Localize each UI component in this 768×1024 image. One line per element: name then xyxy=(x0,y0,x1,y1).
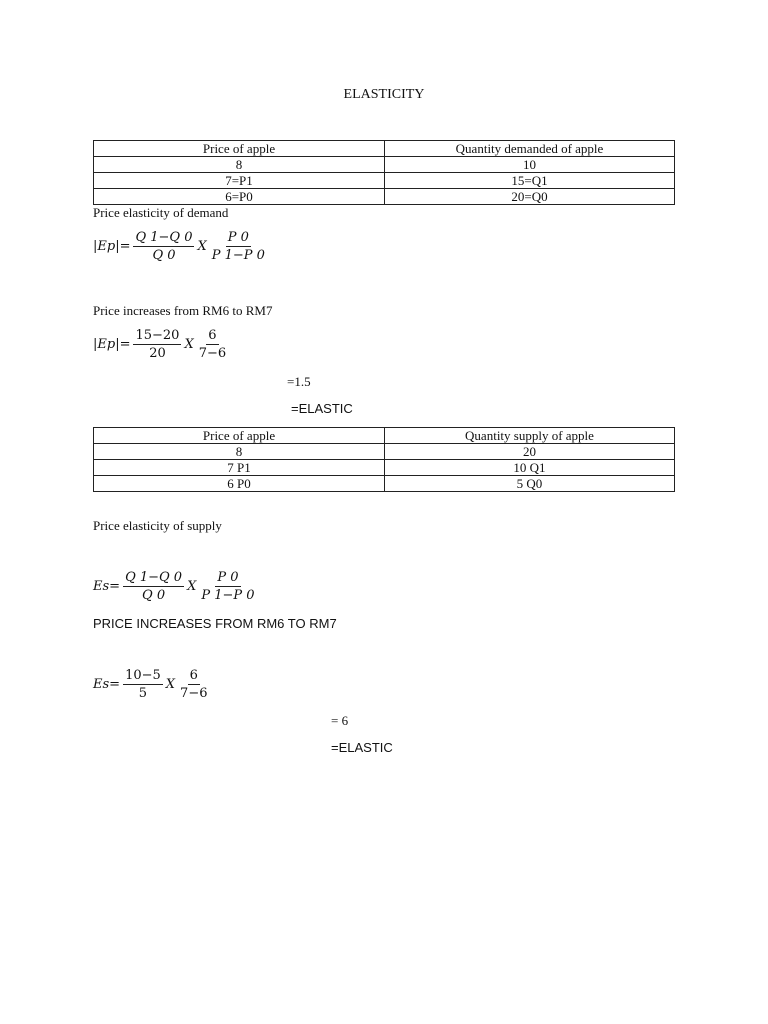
table-header-row xyxy=(94,428,675,444)
table-row xyxy=(94,173,675,189)
table-row xyxy=(94,189,675,205)
fraction xyxy=(133,328,181,361)
table-row xyxy=(94,476,675,492)
demand-table xyxy=(93,140,675,205)
table-row xyxy=(94,157,675,173)
formula-lhs: Es= xyxy=(93,677,121,692)
table-header-cell: Quantity demanded of apple xyxy=(385,141,675,157)
table-row xyxy=(94,460,675,476)
times-symbol: X xyxy=(187,579,197,594)
formula-lhs: |Ep|= xyxy=(93,337,131,352)
supply-verdict: =ELASTIC xyxy=(331,740,393,755)
fraction-denominator: 5 xyxy=(138,686,148,701)
fraction xyxy=(210,230,267,263)
table-cell: 8 xyxy=(94,444,385,460)
fraction xyxy=(178,668,209,701)
table-cell: 6=P0 xyxy=(94,189,385,205)
table-header-cell: Price of apple xyxy=(94,141,385,157)
times-symbol: X xyxy=(165,677,176,692)
document-title: ELASTICITY xyxy=(343,87,425,102)
demand-case-text: Price increases from RM6 to RM7 xyxy=(93,303,273,318)
fraction-denominator: P 1−P 0 xyxy=(201,588,255,603)
table-header-row xyxy=(94,141,675,157)
demand-formula xyxy=(93,230,270,263)
table-cell: 20=Q0 xyxy=(385,189,675,205)
formula-lhs: |Ep|= xyxy=(93,239,131,254)
fraction xyxy=(197,328,228,361)
table-header-cell: Quantity supply of apple xyxy=(385,428,675,444)
fraction-numerator: P 0 xyxy=(217,570,239,585)
fraction-numerator: 6 xyxy=(189,668,198,683)
table-cell: 10 xyxy=(385,157,675,173)
fraction-numerator: Q 1−Q 0 xyxy=(125,570,183,585)
fraction-denominator: 20 xyxy=(149,346,166,361)
times-symbol: X xyxy=(184,337,194,352)
formula-lhs: Es= xyxy=(93,579,121,594)
demand-verdict: =ELASTIC xyxy=(291,401,353,416)
supply-elasticity-label: Price elasticity of supply xyxy=(93,518,222,533)
table-cell: 10 Q1 xyxy=(385,460,675,476)
fraction-denominator: 7−6 xyxy=(180,686,208,701)
table-cell: 8 xyxy=(94,157,385,173)
supply-table xyxy=(93,427,675,492)
fraction-denominator: 7−6 xyxy=(198,346,227,361)
table-cell: 5 Q0 xyxy=(385,476,675,492)
fraction-numerator: P 0 xyxy=(227,230,249,245)
times-symbol: X xyxy=(197,239,207,254)
fraction-denominator: P 1−P 0 xyxy=(211,248,265,263)
fraction-denominator: Q 0 xyxy=(152,248,176,263)
fraction-numerator: 15−20 xyxy=(135,328,180,343)
table-cell: 7=P1 xyxy=(94,173,385,189)
table-cell: 7 P1 xyxy=(94,460,385,476)
fraction xyxy=(199,570,256,603)
fraction xyxy=(133,230,194,263)
supply-formula xyxy=(93,570,260,603)
table-cell: 20 xyxy=(385,444,675,460)
demand-result: =1.5 xyxy=(287,374,311,389)
demand-calculation xyxy=(93,328,231,361)
fraction xyxy=(123,668,163,701)
table-header-cell: Price of apple xyxy=(94,428,385,444)
table-row xyxy=(94,444,675,460)
fraction-numerator: Q 1−Q 0 xyxy=(135,230,193,245)
demand-elasticity-label: Price elasticity of demand xyxy=(93,205,229,220)
fraction-numerator: 6 xyxy=(208,328,217,343)
fraction-numerator: 10−5 xyxy=(125,668,161,683)
supply-result: = 6 xyxy=(331,713,349,728)
supply-calculation xyxy=(93,668,212,701)
supply-case-text: PRICE INCREASES FROM RM6 TO RM7 xyxy=(93,616,337,631)
fraction-denominator: Q 0 xyxy=(142,588,166,603)
table-cell: 15=Q1 xyxy=(385,173,675,189)
fraction xyxy=(123,570,184,603)
table-cell: 6 P0 xyxy=(94,476,385,492)
